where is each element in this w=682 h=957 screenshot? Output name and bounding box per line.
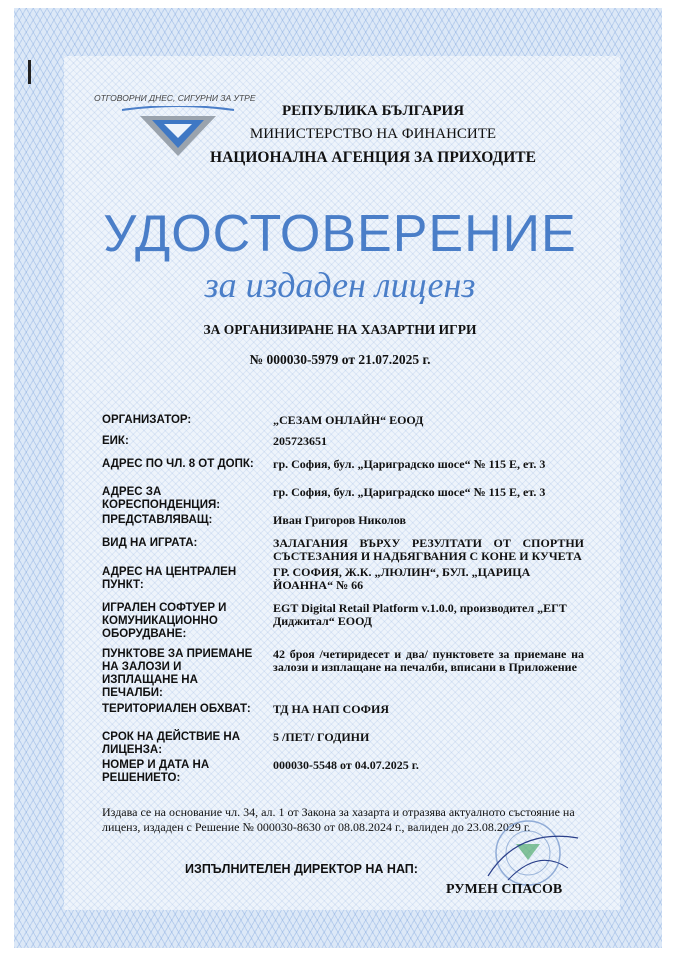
- field-label: ПУНКТОВЕ ЗА ПРИЕМАНЕ НА ЗАЛОЗИ И ИЗПЛАЩАНЕ НА ПЕЧАЛБИ:: [102, 648, 253, 699]
- signatory-title: ИЗПЪЛНИТЕЛЕН ДИРЕКТОР НА НАП:: [185, 862, 418, 876]
- field-label: СРОК НА ДЕЙСТВИЕ НА ЛИЦЕНЗА:: [102, 731, 241, 756]
- field-label: ВИД НА ИГРАТА:: [102, 537, 198, 549]
- field-label: АДРЕС ЗА КОРЕСПОНДЕНЦИЯ:: [102, 486, 221, 511]
- certificate-subtitle: за издаден лиценз: [204, 265, 476, 305]
- certificate-title: УДОСТОВЕРЕНИЕ: [103, 205, 577, 263]
- field-value: ЗАЛАГАНИЯ ВЪРХУ РЕЗУЛТАТИ ОТ СПОРТНИ СЪСТЕЗАНИЯ И НАДБЯГВАНИЯ С КОНЕ И КУЧЕТА: [273, 536, 584, 563]
- header-agency: НАЦИОНАЛНА АГЕНЦИЯ ЗА ПРИХОДИТЕ: [210, 149, 536, 166]
- scan-mark: [28, 60, 31, 84]
- certificate-number: № 000030-5979 от 21.07.2025 г.: [249, 352, 431, 367]
- field-label: ТЕРИТОРИАЛЕН ОБХВАТ:: [102, 703, 251, 715]
- signatory-name: РУМЕН СПАСОВ: [446, 882, 563, 897]
- field-value: ГР. СОФИЯ, Ж.К. „ЛЮЛИН“, БУЛ. „ЦАРИЦА ЙОАННА“ № 66: [273, 565, 531, 592]
- field-value: 42 броя /четиридесет и два/ пунктовете за приемане на залози и изплащане на печалби, вписани в Приложение: [273, 647, 584, 674]
- field-label: НОМЕР И ДАТА НА РЕШЕНИЕТО:: [102, 759, 210, 784]
- field-value: „СЕЗАМ ОНЛАЙН“ ЕООД: [273, 413, 424, 427]
- field-value: ТД НА НАП СОФИЯ: [273, 702, 389, 716]
- field-label: АДРЕС НА ЦЕНТРАЛЕН ПУНКТ:: [102, 566, 237, 591]
- header-ministry: МИНИСТЕРСТВО НА ФИНАНСИТЕ: [249, 126, 497, 142]
- field-value: 5 /ПЕТ/ ГОДИНИ: [273, 730, 370, 744]
- field-label: ИГРАЛЕН СОФТУЕР И КОМУНИКАЦИОННО ОБОРУДВАНЕ:: [102, 602, 227, 640]
- certificate-purpose: ЗА ОРГАНИЗИРАНЕ НА ХАЗАРТНИ ИГРИ: [203, 322, 477, 337]
- field-label: ПРЕДСТАВЛЯВАЩ:: [102, 514, 213, 526]
- field-value: EGT Digital Retail Platform v.1.0.0, производител „ЕГТ Диджитал“ ЕООД: [273, 601, 567, 628]
- field-value: 205723651: [273, 434, 327, 448]
- header-republic: РЕПУБЛИКА БЪЛГАРИЯ: [281, 103, 465, 119]
- official-seal-icon: [468, 818, 588, 888]
- field-value: гр. София, бул. „Цариградско шосе“ № 115 Е, ет. 3: [273, 457, 546, 471]
- legal-basis-text: Издава се на основание чл. 34, ал. 1 от Закона за хазарта и отразява актуалното състояние на лиценз, издаден с Решение № 000030-8630 от 08.08.2024 г., валиден до 23.08.2029 г.: [102, 805, 575, 834]
- field-value: гр. София, бул. „Цариградско шосе“ № 115 Е, ет. 3: [273, 485, 546, 499]
- field-label: АДРЕС ПО ЧЛ. 8 ОТ ДОПК:: [102, 458, 254, 470]
- field-label: ЕИК:: [102, 435, 129, 447]
- field-label: ОРГАНИЗАТОР:: [102, 414, 192, 426]
- field-value: 000030-5548 от 04.07.2025 г.: [273, 758, 419, 772]
- logo-slogan: ОТГОВОРНИ ДНЕС, СИГУРНИ ЗА УТРЕ: [94, 93, 256, 103]
- field-value: Иван Григоров Николов: [273, 513, 406, 527]
